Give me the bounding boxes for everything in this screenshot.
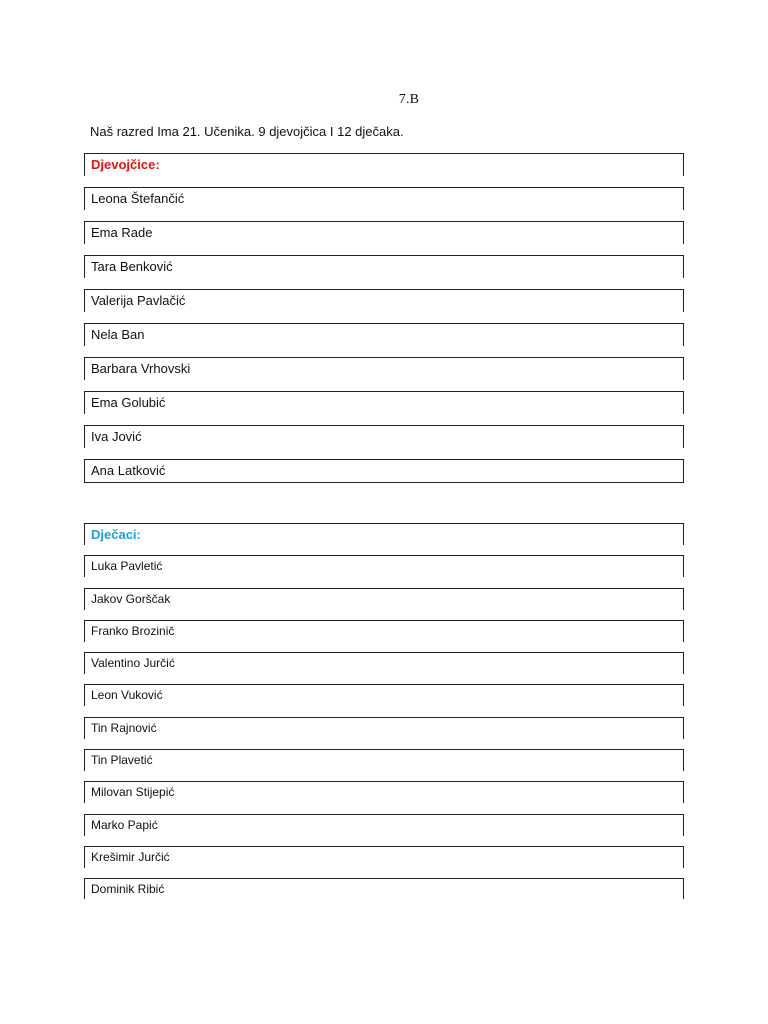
boy-row (84, 684, 684, 716)
girls-table (84, 153, 684, 483)
boy-name: Dominik Ribić (91, 882, 165, 897)
girl-row (84, 391, 684, 425)
girl-row (84, 459, 684, 483)
boy-name: Jakov Gorščak (91, 591, 171, 606)
boy-name: Franko Brozinič (91, 623, 175, 638)
boys-header-row (84, 523, 684, 555)
boy-name: Luka Pavletić (91, 559, 163, 574)
girl-name: Tara Benković (91, 259, 173, 274)
girl-name: Ema Golubić (91, 395, 166, 410)
boy-name: Leon Vuković (91, 688, 163, 703)
boy-row (84, 814, 684, 846)
girl-row (84, 289, 684, 323)
girl-name: Ana Latković (91, 463, 166, 478)
girl-row (84, 221, 684, 255)
girl-name: Ema Rade (91, 225, 153, 240)
boy-row (84, 878, 684, 899)
boy-name: Tin Rajnović (91, 720, 157, 735)
girl-name: Barbara Vrhovski (91, 361, 191, 376)
boy-row (84, 717, 684, 749)
boy-row (84, 620, 684, 652)
boy-name: Tin Plavetić (91, 753, 153, 768)
boy-name: Marko Papić (91, 817, 158, 832)
girl-name: Leona Štefančić (91, 191, 185, 206)
boys-header: Dječaci: (91, 527, 141, 542)
boy-row (84, 588, 684, 620)
girl-name: Iva Jović (91, 429, 142, 444)
intro-paragraph: Naš razred Ima 21. Učenika. 9 djevojčica I 12 dječaka. (90, 124, 404, 139)
boy-row (84, 555, 684, 587)
girls-header-row (84, 153, 684, 187)
girl-name: Nela Ban (91, 327, 145, 342)
girl-row (84, 357, 684, 391)
page-title: 7.B (398, 92, 420, 107)
girls-header: Djevojčice: (91, 157, 160, 172)
boy-row (84, 781, 684, 813)
girl-row (84, 425, 684, 459)
girl-name: Valerija Pavlačić (91, 293, 186, 308)
boy-name: Milovan Stijepić (91, 785, 175, 800)
girl-row (84, 187, 684, 221)
boy-name: Krešimir Jurčić (91, 849, 170, 864)
girl-row (84, 323, 684, 357)
boy-name: Valentino Jurčić (91, 656, 175, 671)
boy-row (84, 749, 684, 781)
boy-row (84, 846, 684, 878)
girl-row (84, 255, 684, 289)
boys-table (84, 523, 684, 899)
boy-row (84, 652, 684, 684)
